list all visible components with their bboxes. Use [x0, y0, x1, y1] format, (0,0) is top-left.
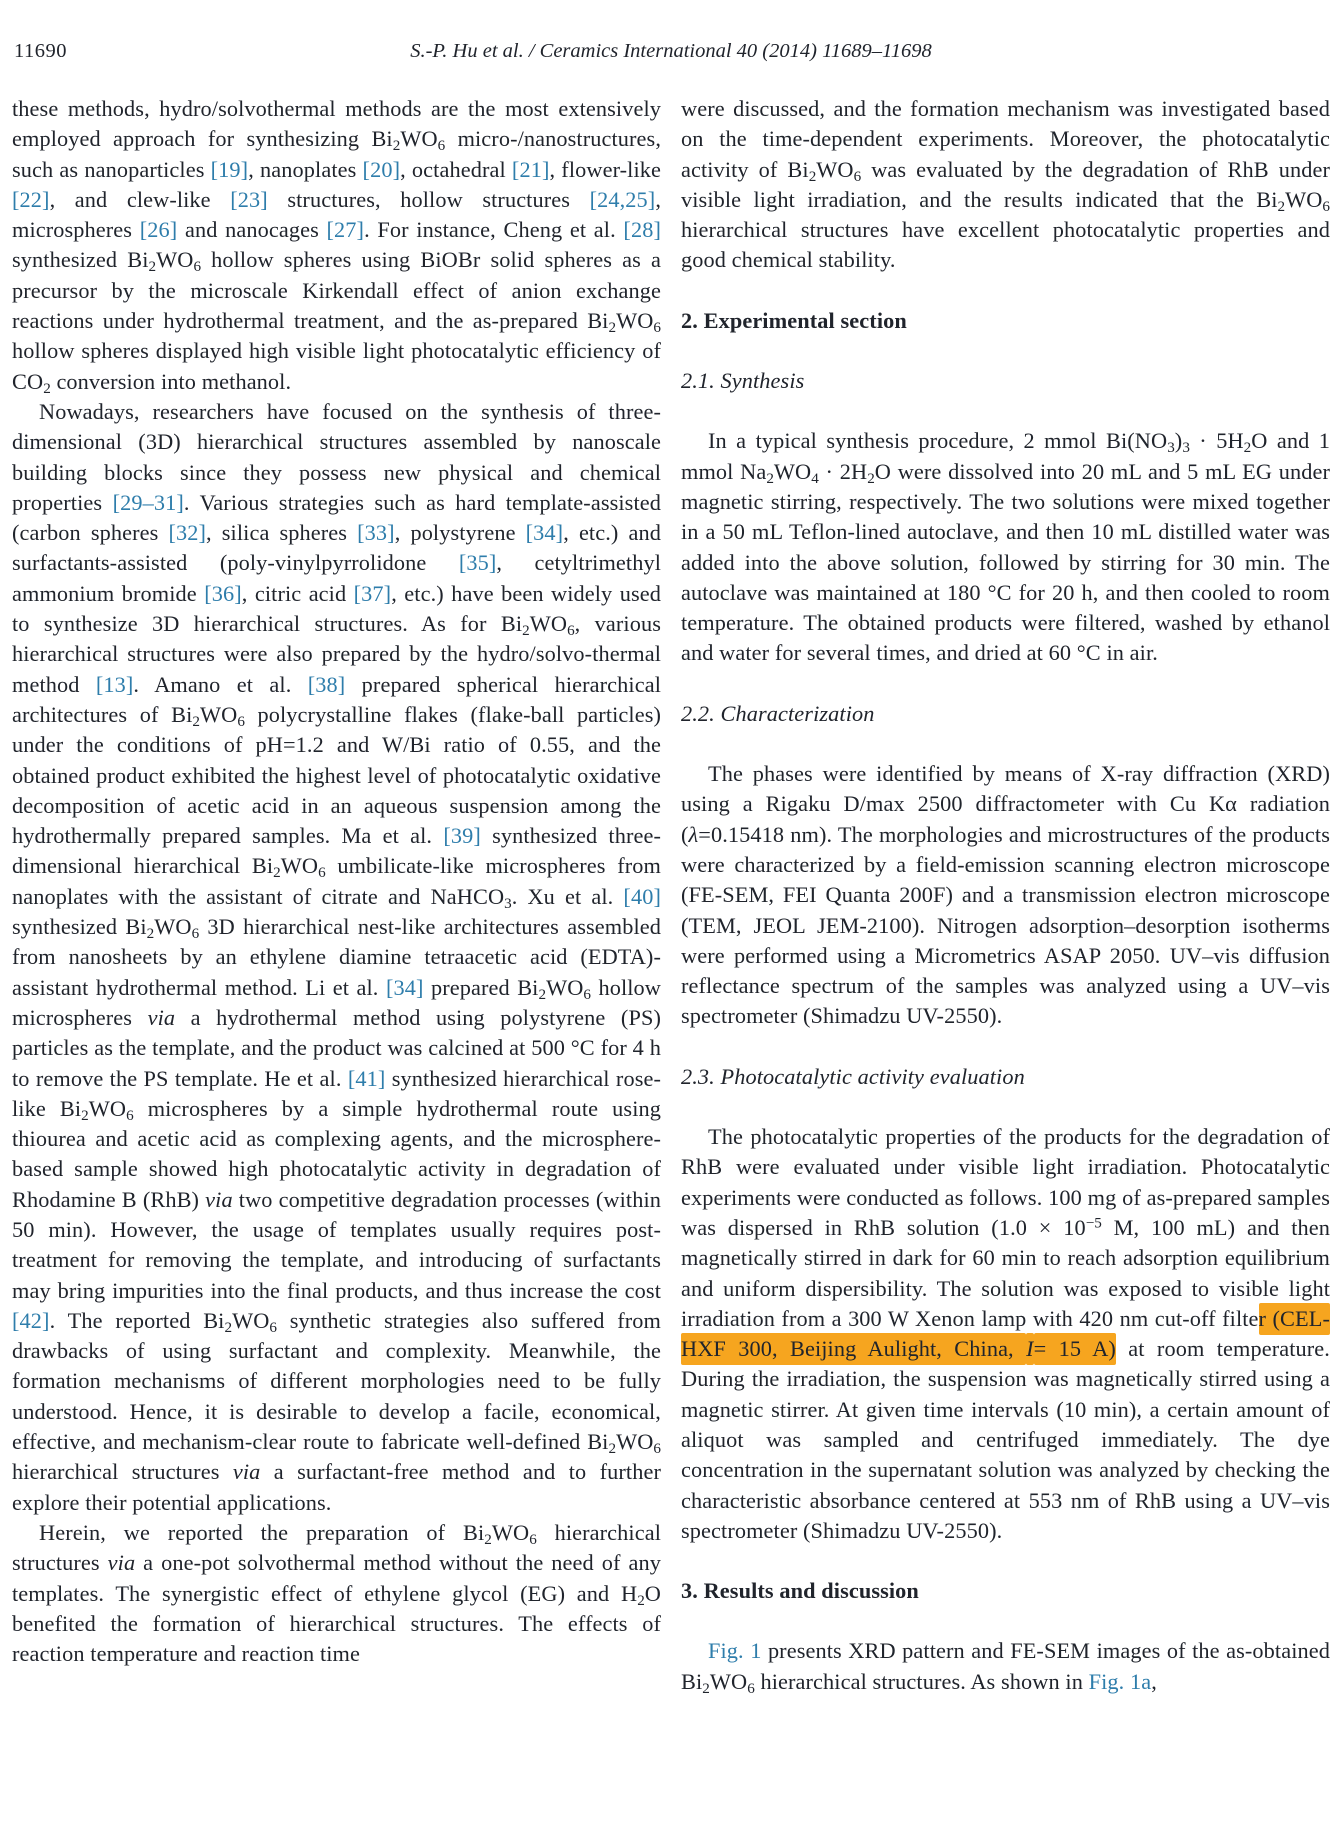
paragraph-synthesis-procedure: In a typical synthesis procedure, 2 mmol $Bi(NO_3)_3 \cdot 5H_2O$ and 1 mmol $Na_2WO_4 \cdot 2H_2O$ were dissolved into 20 mL and 5 mL EG under magnetic stirring, respectively. The two solutions were mixed together in a 50 mL Teflon-lined autoclave, and then 10 mL distilled water was added into the above solution, followed by stirring for 30 min. The autoclave was maintained at 180 °C for 20 h, and then cooled to room temperature. The obtained products were filtered, washed by ethanol and water for several times, and dried at 60 °C in air. [681, 428, 1330, 666]
subscript: 6 [653, 1440, 661, 1458]
subscript: 2 [808, 167, 817, 185]
subscript: 6 [747, 1680, 755, 1697]
subscript: 2 [43, 379, 51, 397]
subscript: 4 [811, 469, 819, 487]
citation-link[interactable]: [13] [95, 671, 134, 697]
subscript: 3 [1182, 439, 1190, 457]
citation-link[interactable]: [37] [353, 580, 392, 606]
citation-link[interactable]: [21] [511, 156, 550, 182]
subscript: 6 [318, 864, 326, 882]
citation-link[interactable]: [33] [357, 520, 395, 546]
italic-text: via [147, 1004, 176, 1030]
subscript: 6 [237, 713, 245, 731]
superscript: −5 [1085, 1214, 1102, 1232]
subsection-heading-characterization: 2.2. Characterization [681, 700, 875, 726]
subscript: 6 [269, 1319, 277, 1337]
paragraph-formation-mechanism: were discussed, and the formation mechanism was investigated based on the time-dependent experiments. Moreover, the photocatalytic activity of $Bi_2WO_6$ was evaluated by the degradation of RhB under visible light irradiation, and the results indicated that the $Bi_2WO_6$ hierarchical structures have excellent photocatalytic properties and good chemical stability. [681, 96, 1330, 273]
subscript: 2 [148, 258, 157, 276]
subsection-heading-photocatalytic-evaluation: 2.3. Photocatalytic activity evaluation [681, 1063, 1025, 1089]
page-number: 11690 [14, 40, 67, 62]
subscript: 6 [126, 1107, 134, 1125]
subscript: 6 [1322, 198, 1330, 216]
italic-text: via [205, 1186, 233, 1212]
subscript: 2 [608, 319, 617, 337]
subscript: 6 [853, 167, 862, 185]
subscript: 2 [702, 1680, 710, 1697]
citation-link[interactable]: Fig. 1 [708, 1638, 762, 1664]
subscript: 2 [192, 713, 200, 731]
citation-link[interactable]: [20] [362, 156, 401, 182]
subscript: 2 [1277, 198, 1286, 216]
citation-link[interactable]: [24,25] [589, 186, 656, 212]
citation-link[interactable]: [35] [458, 550, 497, 576]
paragraph-herein-preparation: Herein, we reported the preparation of $Bi_2WO_6$ hierarchical structures via a one-pot solvothermal method without the need of any templates. The synergistic effect of ethylene glycol (EG) and $H_2O$ benefited the formation of hierarchical structures. The effects of reaction temperature and reaction time [12, 1519, 662, 1667]
subscript: 2 [522, 622, 530, 640]
subscript: 6 [567, 622, 575, 640]
left-column [12, 94, 661, 1697]
paragraph-results-intro: Fig. 1 presents XRD pattern and FE-SEM images of the as-obtained $Bi_2WO_6$ hierarchical structures. As shown in Fig. 1a, [681, 1638, 1330, 1697]
citation-link[interactable]: [32] [168, 520, 207, 546]
subscript: 6 [653, 319, 661, 337]
right-column [681, 94, 1330, 1697]
citation-link[interactable]: [29–31] [112, 489, 184, 515]
italic-text: via [232, 1459, 261, 1485]
paragraph-3d-hierarchical-strategies: Nowadays, researchers have focused on the synthesis of three-dimensional (3D) hierarchical structures assembled by nanoscale building blocks since they possess new physical and chemical properties [29–31]. Various strategies such as hard template-assisted (carbon spheres [32], silica spheres [33], polystyrene [34], etc.) and surfactants-assisted (poly-vinylpyrrolidone [35], cetyltrimethyl ammonium bromide [36], citric acid [37], etc.) have been widely used to synthesize 3D hierarchical structures. As for $Bi_2WO_6$, various hierarchical structures were also prepared by the hydro/solvo-thermal method [13]. Amano et al. [38] prepared spherical hierarchical architectures of $Bi_2WO_6$ polycrystalline flakes (flake-ball particles) under the conditions of pH=1.2 and W/Bi ratio of 0.55, and the obtained product exhibited the highest level of photocatalytic oxidative decomposition of acetic acid in an aqueous suspension among the hydrothermally prepared samples. Ma et al. [39] synthesized three-dimensional hierarchical $Bi_2WO_6$ umbilicate-like microspheres from nanoplates with the assistant of citrate and NaHCO$_3$. Xu et al. [40] synthesized $Bi_2WO_6$ 3D hierarchical nest-like architectures assembled from nanosheets by an ethylene diamine tetraacetic acid (EDTA)-assistant hydrothermal method. Li et al. [34] prepared $Bi_2WO_6$ hollow microspheres via a hydrothermal method using polystyrene (PS) particles as the template, and the product was calcined at 500 °C for 4 h to remove the PS template. He et al. [41] synthesized hierarchical rose-like $Bi_2WO_6$ microspheres by a simple hydrothermal route using thiourea and acetic acid as complexing agents, and the microsphere-based sample showed high photocatalytic activity in degradation of Rhodamine B (RhB) via two competitive degradation processes (within 50 min). However, the usage of templates usually requires post-treatment for removing the template, and introducing of surfactants may bring impurities into the final products, and thus increase the cost [42]. The reported $Bi_2WO_6$ synthetic strategies also suffered from drawbacks of using surfactant and complexity. Meanwhile, the formation mechanisms of different morphologies need to be fully understood. Hence, it is desirable to develop a facile, economical, effective, and mechanism-clear route to fabricate well-defined $Bi_2WO_6$ hierarchical structures via a surfactant-free method and to further explore their potential applications. [12, 398, 662, 1515]
citation-link[interactable]: [23] [230, 186, 268, 212]
subscript: 2 [146, 925, 155, 943]
section-heading-experimental: 2. Experimental section [681, 307, 907, 333]
subscript: 2 [273, 864, 281, 882]
subscript: 2 [81, 1107, 89, 1125]
subscript: 6 [193, 258, 202, 276]
highlighted-text: r (CEL-HXF 300, Beijing Aulight, China, [681, 1303, 1330, 1365]
subscript: 2 [637, 1591, 645, 1609]
italic-text: via [107, 1550, 136, 1576]
citation-link[interactable]: [36] [204, 580, 242, 606]
journal-header [12, 40, 1330, 64]
subscript: 3 [1167, 439, 1175, 457]
subscript: 6 [529, 1531, 537, 1549]
section-heading-results: 3. Results and discussion [681, 1578, 919, 1604]
subscript: 2 [538, 985, 547, 1003]
citation-link[interactable]: [27] [326, 217, 365, 243]
subscript: 2 [867, 469, 875, 487]
subscript: 2 [484, 1531, 492, 1549]
subscript: 2 [766, 469, 774, 487]
highlighted-text: I [1026, 1333, 1034, 1365]
running-head: S.-P. Hu et al. / Ceramics International 40 (2014) 11689–11698 [410, 40, 932, 62]
citation-link[interactable]: [38] [307, 671, 346, 697]
citation-link[interactable]: Fig. 1a [1088, 1668, 1152, 1694]
paragraph-characterization-details: The phases were identified by means of X-ray diffraction (XRD) using a Rigaku D/max 2500 diffractometer with Cu Kα radiation (λ=0.15418 nm). The morphologies and microstructures of the products were characterized by a field-emission scanning electron microscope (FE-SEM, FEI Quanta 200F) and a transmission electron microscope (TEM, JEOL JEM-2100). Nitrogen adsorption–desorption isotherms were performed using a Micrometrics ASAP 2050. UV–vis diffusion reflectance spectrum of the samples was analyzed using a UV–vis spectrometer (Shimadzu UV-2550). [681, 761, 1330, 1029]
citation-link[interactable]: [39] [443, 823, 481, 849]
paragraph-hydrosolvothermal-methods: these methods, hydro/solvothermal methods are the most extensively employed approach for synthesizing $Bi_2WO_6$ micro-/nanostructures, such as nanoparticles [19], nanoplates [20], octahedral [21], flower-like [22], and clew-like [23] structures, hollow structures [24,25], microspheres [26] and nanocages [27]. For instance, Cheng et al. [28] synthesized $Bi_2WO_6$ hollow spheres using BiOBr solid spheres as a precursor by the microscale Kirkendall effect of anion exchange reactions under hydrothermal treatment, and the as-prepared $Bi_2WO_6$ hollow spheres displayed high visible light photocatalytic efficiency of $CO_2$ conversion into methanol. [12, 96, 662, 397]
citation-link[interactable]: [26] [139, 217, 178, 243]
highlighted-text: = 15 A) [1034, 1333, 1116, 1365]
subscript: 2 [608, 1440, 617, 1458]
citation-link[interactable]: [34] [525, 520, 564, 546]
subscript: 6 [437, 137, 446, 155]
citation-link[interactable]: [42] [12, 1307, 50, 1333]
subscript: 6 [191, 925, 200, 943]
two-column-body [12, 94, 1330, 1697]
italic-text: λ [688, 821, 699, 847]
subscript: 3 [504, 894, 512, 912]
citation-link[interactable]: [34] [385, 974, 424, 1000]
citation-link[interactable]: [19] [210, 156, 249, 182]
subscript: 2 [392, 137, 401, 155]
paragraph-photocatalytic-procedure: The photocatalytic properties of the products for the degradation of RhB were evaluated under visible light irradiation. Photocatalytic experiments were conducted as follows. 100 mg of as-prepared samples was dispersed in RhB solution ($1.0 \times 10^{-5}$ M, 100 mL) and then magnetically stirred in dark for 60 min to reach adsorption equilibrium and uniform dispersibility. The solution was exposed to visible light irradiation from a 300 W Xenon lamp with 420 nm cut-off filter (CEL-HXF 300, Beijing Aulight, China, I= 15 A) at room temperature. During the irradiation, the suspension was magnetically stirred using a magnetic stirrer. At given time intervals (10 min), a certain amount of aliquot was sampled and centrifuged immediately. The dye concentration in the supernatant solution was analyzed by checking the characteristic absorbance centered at 553 nm of RhB using a UV–vis spectrometer (Shimadzu UV-2550). [681, 1124, 1330, 1543]
citation-link[interactable]: [22] [12, 186, 50, 212]
subscript: 6 [583, 985, 591, 1003]
subsection-heading-synthesis: 2.1. Synthesis [681, 368, 805, 394]
subscript: 2 [1243, 439, 1252, 457]
citation-link[interactable]: [40] [623, 883, 661, 909]
subscript: 2 [224, 1319, 233, 1337]
citation-link[interactable]: [41] [347, 1065, 386, 1091]
citation-link[interactable]: [28] [623, 217, 661, 243]
